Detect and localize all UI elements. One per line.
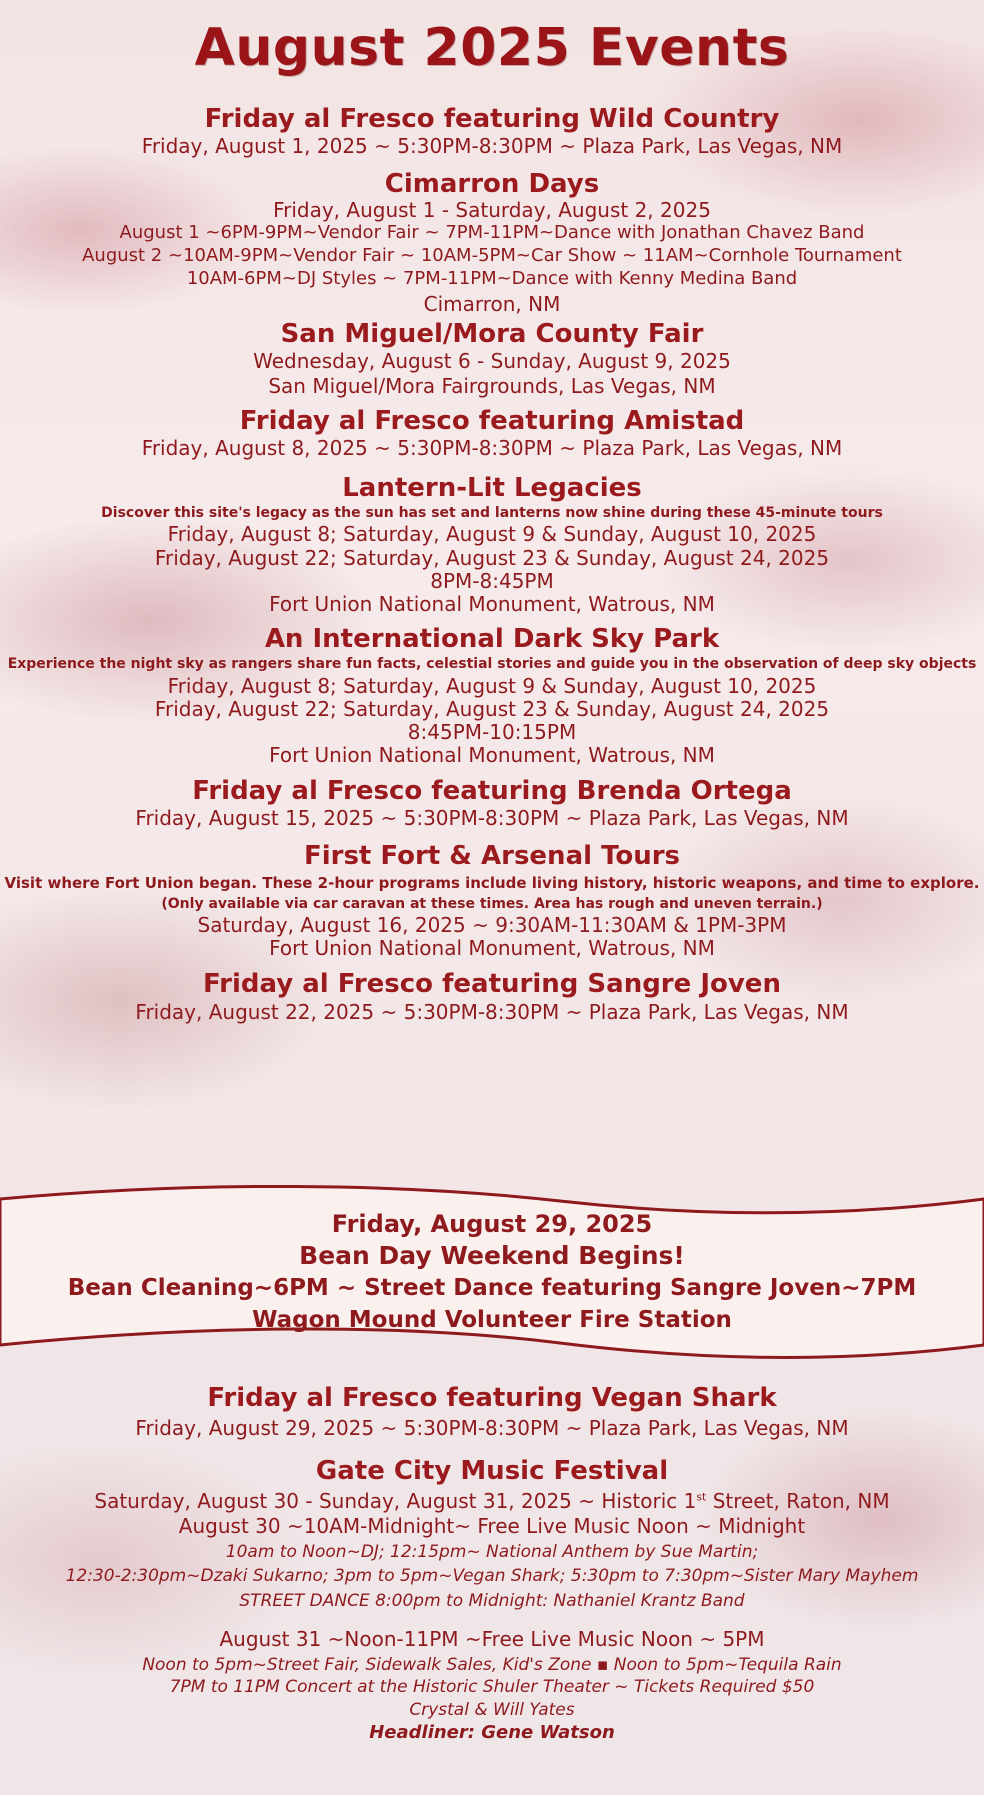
event-line: Friday, August 8; Saturday, August 9 & Sunday, August 10, 2025 [167,674,817,698]
event-line: August 2 ~10AM-9PM~Vendor Fair ~ 10AM-5PM~Car Show ~ 11AM~Cornhole Tournament [82,245,902,266]
event-line: August 30 ~10AM-Midnight~ Free Live Music Noon ~ Midnight [178,1514,806,1538]
event-line: 10AM-6PM~DJ Styles ~ 7PM-11PM~Dance with Kenny Medina Band [186,268,798,289]
event-detail: Crystal & Will Yates [409,1700,575,1720]
event-detail: 7PM to 11PM Concert at the Historic Shuler Theater ~ Tickets Required $50 [169,1677,815,1697]
event-line: Friday, August 22, 2025 ~ 5:30PM-8:30PM ~ Plaza Park, Las Vegas, NM [135,1000,849,1024]
event-note: (Only available via car caravan at these times. Area has rough and uneven terrain.) [161,896,823,912]
event-line: Wednesday, August 6 - Sunday, August 9, 2025 [253,349,731,373]
event-title: Lantern-Lit Legacies [342,473,642,503]
banner-date: Friday, August 29, 2025 [331,1210,653,1238]
event-line: Friday, August 8, 2025 ~ 5:30PM-8:30PM ~ Plaza Park, Las Vegas, NM [141,436,843,460]
event-line: Fort Union National Monument, Watrous, NM [269,936,715,960]
event-line: San Miguel/Mora Fairgrounds, Las Vegas, NM [268,374,716,398]
event-line: Friday, August 29, 2025 ~ 5:30PM-8:30PM ~ Plaza Park, Las Vegas, NM [135,1416,849,1440]
event-line: Cimarron, NM [423,292,561,316]
event-line: Friday, August 22; Saturday, August 23 & Sunday, August 24, 2025 [154,546,830,570]
ordinal-suffix: st [696,1490,707,1504]
event-line: 8PM-8:45PM [430,569,554,593]
event-title: Friday al Fresco featuring Wild Country [204,104,780,134]
event-detail: 12:30-2:30pm~Dzaki Sukarno; 3pm to 5pm~Vegan Shark; 5:30pm to 7:30pm~Sister Mary Mayhem [65,1566,919,1586]
event-title: Friday al Fresco featuring Vegan Shark [207,1383,777,1413]
event-line: Fort Union National Monument, Watrous, NM [269,743,715,767]
banner-line: Bean Cleaning~6PM ~ Street Dance featuring Sangre Joven~7PM [67,1275,917,1301]
event-line: Friday, August 15, 2025 ~ 5:30PM-8:30PM ~ Plaza Park, Las Vegas, NM [135,806,849,830]
headliner: Headliner: Gene Watson [369,1722,615,1743]
event-line: 8:45PM-10:15PM [407,720,577,744]
banner-location: Wagon Mound Volunteer Fire Station [252,1307,732,1333]
event-line: Saturday, August 16, 2025 ~ 9:30AM-11:30AM & 1PM-3PM [197,913,787,937]
event-title: Friday al Fresco featuring Amistad [239,406,745,436]
event-note: Visit where Fort Union began. These 2-hour programs include living history, historic weapons, and time to explore. [4,874,980,892]
event-title: An International Dark Sky Park [264,624,720,654]
event-title: Gate City Music Festival [315,1456,669,1486]
event-line [0,1489,984,1513]
gate-city-dates: Saturday, August 30 - Sunday, August 31, 2025 ~ Historic 1 [94,1489,697,1513]
event-detail: STREET DANCE 8:00pm to Midnight: Nathaniel Krantz Band [239,1591,745,1611]
event-note: Discover this site's legacy as the sun has set and lanterns now shine during these 45-minute tours [101,505,883,521]
gate-city-location: Street, Raton, NM [706,1489,890,1513]
event-line: Friday, August 1 - Saturday, August 2, 2025 [273,198,711,222]
event-line: Fort Union National Monument, Watrous, NM [269,592,715,616]
event-title: Cimarron Days [384,169,600,199]
event-line: August 31 ~Noon-11PM ~Free Live Music Noon ~ 5PM [219,1627,765,1651]
event-note: Experience the night sky as rangers share fun facts, celestial stories and guide you in the observation of deep sky objects [7,656,977,672]
event-title: Friday al Fresco featuring Brenda Ortega [192,776,792,806]
banner-headline: Bean Day Weekend Begins! [299,1241,685,1270]
event-title: First Fort & Arsenal Tours [303,841,681,871]
event-line: Friday, August 22; Saturday, August 23 & Sunday, August 24, 2025 [154,697,830,721]
event-title: Friday al Fresco featuring Sangre Joven [203,969,781,999]
event-title: San Miguel/Mora County Fair [280,319,704,349]
event-detail: 10am to Noon~DJ; 12:15pm~ National Anthem by Sue Martin; [225,1542,759,1562]
event-line: Friday, August 8; Saturday, August 9 & Sunday, August 10, 2025 [167,522,817,546]
event-detail: Noon to 5pm~Street Fair, Sidewalk Sales, Kid's Zone ▪ Noon to 5pm~Tequila Rain [142,1655,842,1675]
event-line: August 1 ~6PM-9PM~Vendor Fair ~ 7PM-11PM~Dance with Jonathan Chavez Band [119,222,865,243]
event-line: Friday, August 1, 2025 ~ 5:30PM-8:30PM ~ Plaza Park, Las Vegas, NM [141,134,843,158]
page-title: August 2025 Events [194,18,790,78]
